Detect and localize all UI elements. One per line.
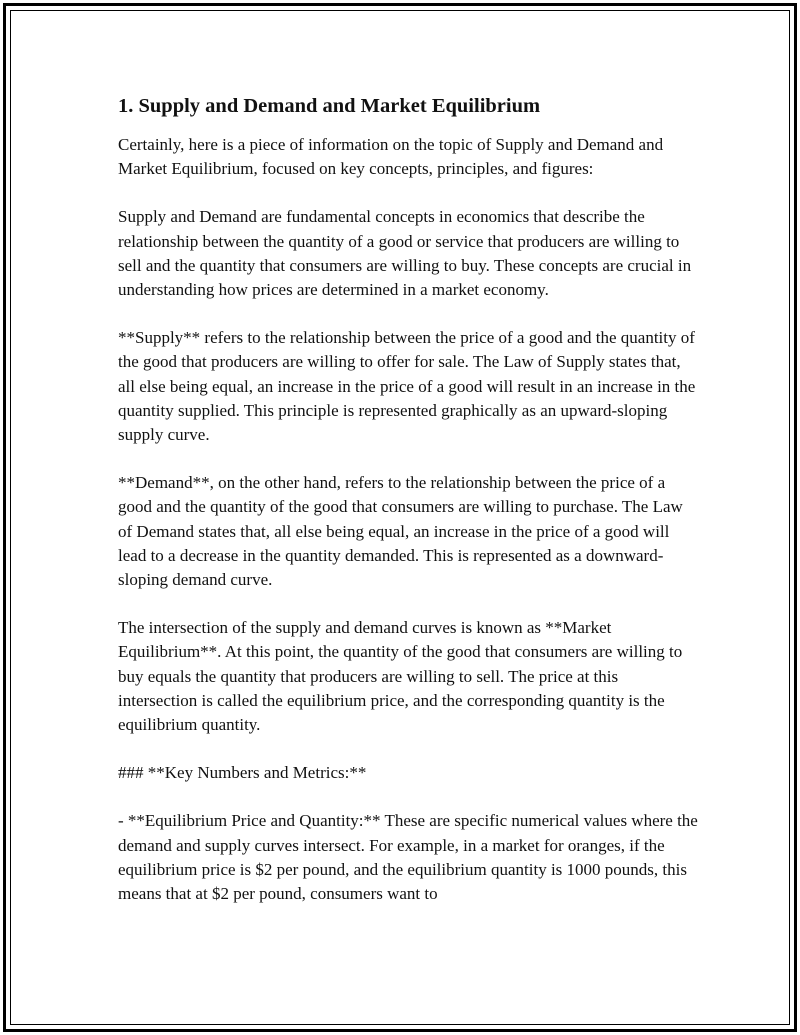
paragraph-supply: **Supply** refers to the relationship between the price of a good and the quantity of the good that producers are willing to offer for sale. The Law of Supply states that, all else being equal, an increase in the price of a good will result in an increase in the quantity supplied. This principle is represented graphically as an upward-sloping supply curve. [118, 328, 696, 445]
document-body [118, 92, 698, 930]
paragraph-equilibrium-price-quantity: - **Equilibrium Price and Quantity:** These are specific numerical values where the demand and supply curves intersect. For example, in a market for oranges, if the equilibrium price is $2 per pound, and the equilibrium quantity is 1000 pounds, this means that at $2 per pound, consumers want to [118, 811, 698, 904]
paragraph-intro: Certainly, here is a piece of information on the topic of Supply and Demand and Market Equilibrium, focused on key concepts, principles, and figures: [118, 135, 664, 179]
paragraph-equilibrium: The intersection of the supply and demand curves is known as **Market Equilibrium**. At this point, the quantity of the good that consumers are willing to buy equals the quantity that producers are willing to sell. The price at this intersection is called the equilibrium price, and the corresponding quantity is the equilibrium quantity. [118, 618, 683, 735]
section-heading: 1. Supply and Demand and Market Equilibrium [118, 95, 541, 117]
paragraph-key-numbers-heading: ### **Key Numbers and Metrics:** [118, 763, 367, 783]
paragraph-overview: Supply and Demand are fundamental concepts in economics that describe the relationship between the quantity of a good or service that producers are willing to sell and the quantity that consumers are willing to buy. These concepts are crucial in understanding how prices are determined in a market economy. [118, 207, 692, 300]
paragraph-demand: **Demand**, on the other hand, refers to the relationship between the price of a good and the quantity of the good that consumers are willing to purchase. The Law of Demand states that, all else being equal, an increase in the price of a good will lead to a decrease in the quantity demanded. This is represented as a downward-sloping demand curve. [118, 473, 683, 590]
